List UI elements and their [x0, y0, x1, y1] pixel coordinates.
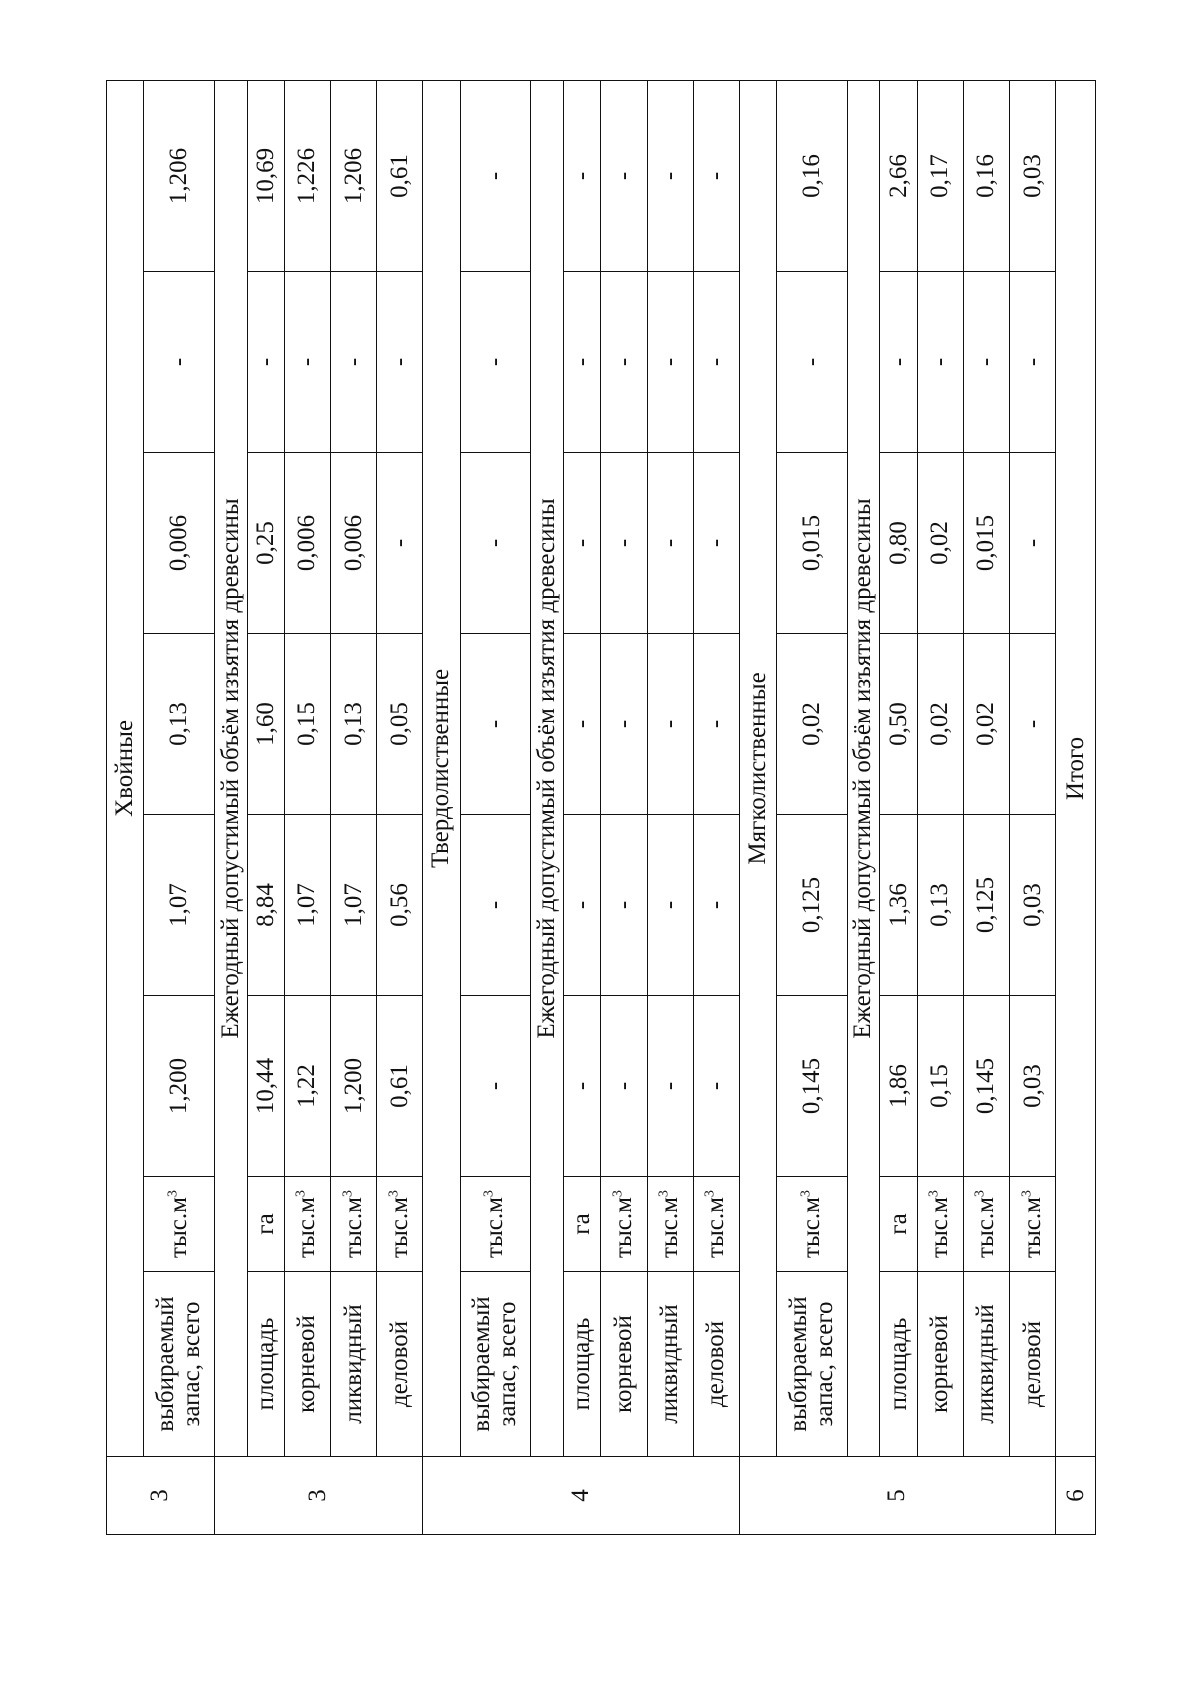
value-cell: 0,25 [247, 453, 284, 634]
value-cell: 0,02 [917, 453, 963, 634]
subsection-title-row [847, 80, 880, 1534]
value-cell: 1,206 [331, 80, 377, 271]
unit-text: $тыс.м^3$ [972, 1190, 1000, 1258]
unit-text: $тыс.м^3$ [1018, 1190, 1046, 1258]
section-title-row [739, 80, 776, 1534]
value-cell: - [247, 272, 284, 453]
section-title: Мягколиственные [739, 80, 776, 1456]
subsection-title-row [214, 80, 247, 1534]
value-cell: - [564, 272, 601, 453]
value-cell: 0,02 [777, 634, 847, 815]
value-cell: 0,125 [963, 815, 1009, 996]
subsection-title: Ежегодный допустимый объём изъятия древесины [847, 80, 880, 1456]
value-cell: - [1010, 453, 1056, 634]
superscript-cube: 3 [165, 1190, 181, 1198]
table-row [880, 80, 917, 1534]
section-number: 5 [739, 1457, 1055, 1535]
row-unit [285, 1177, 331, 1272]
superscript-cube: 3 [386, 1190, 402, 1198]
subsection-title-row [531, 80, 564, 1534]
table-row [647, 80, 693, 1534]
value-cell: - [601, 80, 647, 271]
value-cell: 0,80 [880, 453, 917, 634]
value-cell: 1,60 [247, 634, 284, 815]
value-cell: - [647, 815, 693, 996]
superscript-cube: 3 [926, 1190, 942, 1198]
value-cell: - [693, 80, 739, 271]
value-cell: - [601, 634, 647, 815]
table-row [331, 80, 377, 1534]
superscript-cube: 3 [798, 1190, 814, 1198]
value-cell: 1,86 [880, 996, 917, 1177]
table-row [917, 80, 963, 1534]
value-cell: 0,03 [1010, 815, 1056, 996]
subsection-title: Ежегодный допустимый объём изъятия древесины [531, 80, 564, 1456]
value-cell: 10,69 [247, 80, 284, 271]
unit-text: $тыс.м^3$ [702, 1190, 730, 1258]
value-cell: 0,56 [377, 815, 423, 996]
section-title-row [107, 80, 144, 1534]
value-cell: - [460, 634, 530, 815]
unit-text: $тыс.м^3$ [293, 1190, 321, 1258]
row-label: корневой [601, 1272, 647, 1457]
value-cell: 0,13 [917, 815, 963, 996]
value-cell: 0,145 [963, 996, 1009, 1177]
value-cell: - [693, 815, 739, 996]
row-label: площадь [880, 1272, 917, 1457]
value-cell: 0,02 [963, 634, 1009, 815]
row-unit [693, 1177, 739, 1272]
stock-unit [460, 1177, 530, 1272]
unit-text: $тыс.м^3$ [164, 1190, 192, 1258]
value-cell: 0,006 [285, 453, 331, 634]
value-cell: 0,16 [963, 80, 1009, 271]
subsection-title: Ежегодный допустимый объём изъятия древесины [214, 80, 247, 1456]
value-cell: 0,145 [777, 996, 847, 1177]
value-cell: 0,015 [963, 453, 1009, 634]
unit-text: $тыс.м^3$ [339, 1190, 367, 1258]
value-cell: 0,03 [1010, 996, 1056, 1177]
value-cell: 8,84 [247, 815, 284, 996]
value-cell: 0,02 [917, 634, 963, 815]
value-cell: - [880, 272, 917, 453]
row-label: деловой [1010, 1272, 1056, 1457]
row-unit [917, 1177, 963, 1272]
section-title: Хвойные [107, 80, 144, 1456]
value-cell: - [693, 996, 739, 1177]
value-cell: - [647, 453, 693, 634]
value-cell: - [460, 996, 530, 1177]
value-cell: 0,61 [377, 996, 423, 1177]
total-number: 6 [1056, 1457, 1096, 1535]
table-row [601, 80, 647, 1534]
value-cell: - [1010, 272, 1056, 453]
value-cell: 0,015 [777, 453, 847, 634]
total-row [1056, 80, 1096, 1534]
row-label: ликвидный [331, 1272, 377, 1457]
value-cell: 0,13 [144, 634, 214, 815]
value-cell: - [601, 996, 647, 1177]
value-cell: 0,05 [377, 634, 423, 815]
value-cell: 0,03 [1010, 80, 1056, 271]
value-cell: 1,07 [144, 815, 214, 996]
row-label: площадь [564, 1272, 601, 1457]
value-cell: 1,07 [285, 815, 331, 996]
section-number: 3 [107, 1457, 215, 1535]
stock-label: выбираемый запас, всего [460, 1272, 530, 1457]
value-cell: - [963, 272, 1009, 453]
row-label: ликвидный [647, 1272, 693, 1457]
row-unit [564, 1177, 601, 1272]
value-cell: - [377, 453, 423, 634]
value-cell: 1,07 [331, 815, 377, 996]
section-title: Твердолиственные [423, 80, 460, 1456]
row-unit [247, 1177, 284, 1272]
row-label: корневой [285, 1272, 331, 1457]
superscript-cube: 3 [340, 1190, 356, 1198]
row-unit [601, 1177, 647, 1272]
table-row [564, 80, 601, 1534]
value-cell: - [564, 815, 601, 996]
value-cell: - [331, 272, 377, 453]
total-label: Итого [1056, 80, 1096, 1456]
value-cell: 10,44 [247, 996, 284, 1177]
value-cell: - [460, 815, 530, 996]
row-unit [377, 1177, 423, 1272]
value-cell: - [647, 80, 693, 271]
superscript-cube: 3 [1019, 1190, 1035, 1198]
value-cell: - [647, 272, 693, 453]
unit-text: $тыс.м^3$ [797, 1190, 825, 1258]
value-cell: - [601, 453, 647, 634]
stock-unit [144, 1177, 214, 1272]
row-label: деловой [693, 1272, 739, 1457]
value-cell: 0,13 [331, 634, 377, 815]
unit-text: га [251, 1213, 279, 1235]
superscript-cube: 3 [702, 1190, 718, 1198]
row-unit [880, 1177, 917, 1272]
unit-text: $тыс.м^3$ [656, 1190, 683, 1258]
superscript-cube: 3 [656, 1190, 672, 1198]
value-cell: - [917, 272, 963, 453]
subsection-number: 3 [214, 1457, 423, 1535]
unit-text: $тыс.м^3$ [481, 1190, 509, 1258]
table-row [963, 80, 1009, 1534]
unit-text: $тыс.м^3$ [609, 1190, 637, 1258]
value-cell: - [285, 272, 331, 453]
value-cell: - [564, 996, 601, 1177]
unit-text: га [568, 1213, 596, 1235]
superscript-cube: 3 [294, 1190, 310, 1198]
value-cell: - [144, 272, 214, 453]
value-cell: 1,226 [285, 80, 331, 271]
value-cell: - [601, 272, 647, 453]
value-cell: 0,16 [777, 80, 847, 271]
value-cell: 1,22 [285, 996, 331, 1177]
superscript-cube: 3 [481, 1190, 497, 1198]
stock-row [144, 80, 214, 1534]
table-row [285, 80, 331, 1534]
superscript-cube: 3 [973, 1190, 989, 1198]
row-label: ликвидный [963, 1272, 1009, 1457]
unit-text: $тыс.м^3$ [926, 1190, 954, 1258]
row-unit [963, 1177, 1009, 1272]
value-cell: - [564, 634, 601, 815]
value-cell: - [564, 80, 601, 271]
value-cell: 0,61 [377, 80, 423, 271]
section-title-row [423, 80, 460, 1534]
stock-row [460, 80, 530, 1534]
value-cell: 1,200 [144, 996, 214, 1177]
value-cell: - [693, 453, 739, 634]
value-cell: - [693, 272, 739, 453]
value-cell: - [460, 80, 530, 271]
stock-row [777, 80, 847, 1534]
value-cell: 1,206 [144, 80, 214, 271]
table-row [693, 80, 739, 1534]
value-cell: - [377, 272, 423, 453]
timber-volume-table [106, 80, 1096, 1535]
value-cell: - [693, 634, 739, 815]
table-row [1010, 80, 1056, 1534]
value-cell: - [460, 272, 530, 453]
superscript-cube: 3 [610, 1190, 626, 1198]
row-unit [1010, 1177, 1056, 1272]
row-unit [331, 1177, 377, 1272]
value-cell: 1,200 [331, 996, 377, 1177]
value-cell: - [777, 272, 847, 453]
value-cell: - [1010, 634, 1056, 815]
value-cell: 0,15 [285, 634, 331, 815]
value-cell: - [564, 453, 601, 634]
value-cell: 0,17 [917, 80, 963, 271]
unit-text: $тыс.м^3$ [385, 1190, 413, 1258]
table-row [247, 80, 284, 1534]
row-label: площадь [247, 1272, 284, 1457]
table-row [377, 80, 423, 1534]
table-body [107, 80, 1096, 1534]
unit-text: га [884, 1213, 912, 1235]
value-cell: 0,006 [144, 453, 214, 634]
value-cell: - [647, 634, 693, 815]
value-cell: 0,15 [917, 996, 963, 1177]
value-cell: - [460, 453, 530, 634]
stock-unit [777, 1177, 847, 1272]
value-cell: - [647, 996, 693, 1177]
value-cell: 0,125 [777, 815, 847, 996]
value-cell: 0,50 [880, 634, 917, 815]
section-number: 4 [423, 1457, 739, 1535]
value-cell: 2,66 [880, 80, 917, 271]
row-label: деловой [377, 1272, 423, 1457]
stock-label: выбираемый запас, всего [144, 1272, 214, 1457]
stock-label: выбираемый запас, всего [777, 1272, 847, 1457]
row-label: корневой [917, 1272, 963, 1457]
value-cell: - [601, 815, 647, 996]
row-unit [647, 1177, 693, 1272]
value-cell: 1,36 [880, 815, 917, 996]
value-cell: 0,006 [331, 453, 377, 634]
